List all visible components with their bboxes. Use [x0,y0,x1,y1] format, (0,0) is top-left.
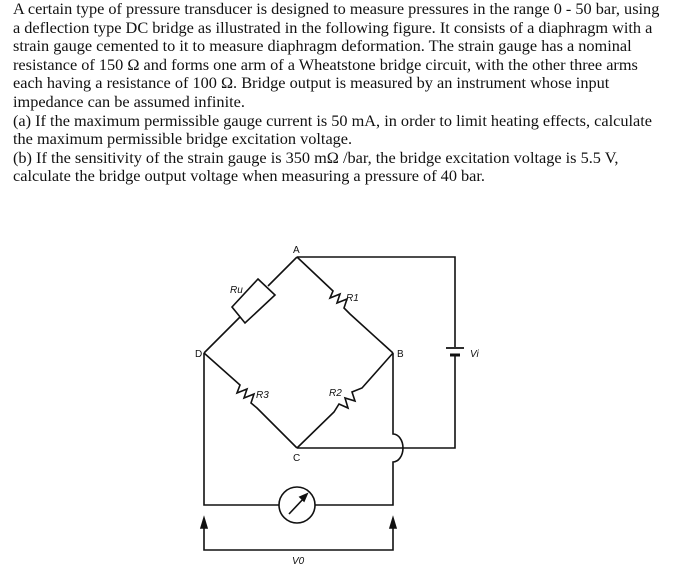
strain-gauge-ru [204,257,297,353]
r1-label: R1 [346,293,359,304]
node-b-label: B [397,349,404,360]
r3-label: R3 [256,390,269,401]
node-d-label: D [195,349,203,360]
supply-wire-return [297,356,455,448]
ru-label: Ru [230,285,243,296]
battery-icon [446,348,464,355]
vo-label: V0 [292,556,305,567]
resistor-r3 [204,353,297,448]
resistor-r1 [297,257,393,353]
intro-paragraph: A certain type of pressure transducer is designed to measure pressures in the range 0 - 50 bar, using a deflection type DC bridge as illustrated in the following figure. It consists of a diaphragm with a strain gauge cemented to it to measure diaphragm deformation. The strain gauge has a nominal resistance of 150 Ω and forms one arm of a Wheatstone bridge circuit, with the other three arms each having a resistance of 100 Ω. Bridge output is measured by an instrument whose input impedance can be assumed infinite. [13,0,660,111]
supply-wire [297,257,455,347]
part-a-question: (a) If the maximum permissible gauge current is 50 mA, in order to limit heating effects, calculate the maximum permissible bridge excitation voltage. [13,110,652,149]
output-wire-d [204,353,279,505]
output-wire-b [315,353,403,505]
r2-label: R2 [329,388,342,399]
node-a-label: A [293,245,300,256]
resistor-r2 [297,353,393,448]
meter-icon [279,487,315,523]
node-c-label: C [293,453,301,464]
vi-label: Vi [470,349,479,360]
part-b-question: (b) If the sensitivity of the strain gauge is 350 mΩ /bar, the bridge excitation voltage is 5.5 V, calculate the bridge output voltage when measuring a pressure of 40 bar. [13,147,619,186]
